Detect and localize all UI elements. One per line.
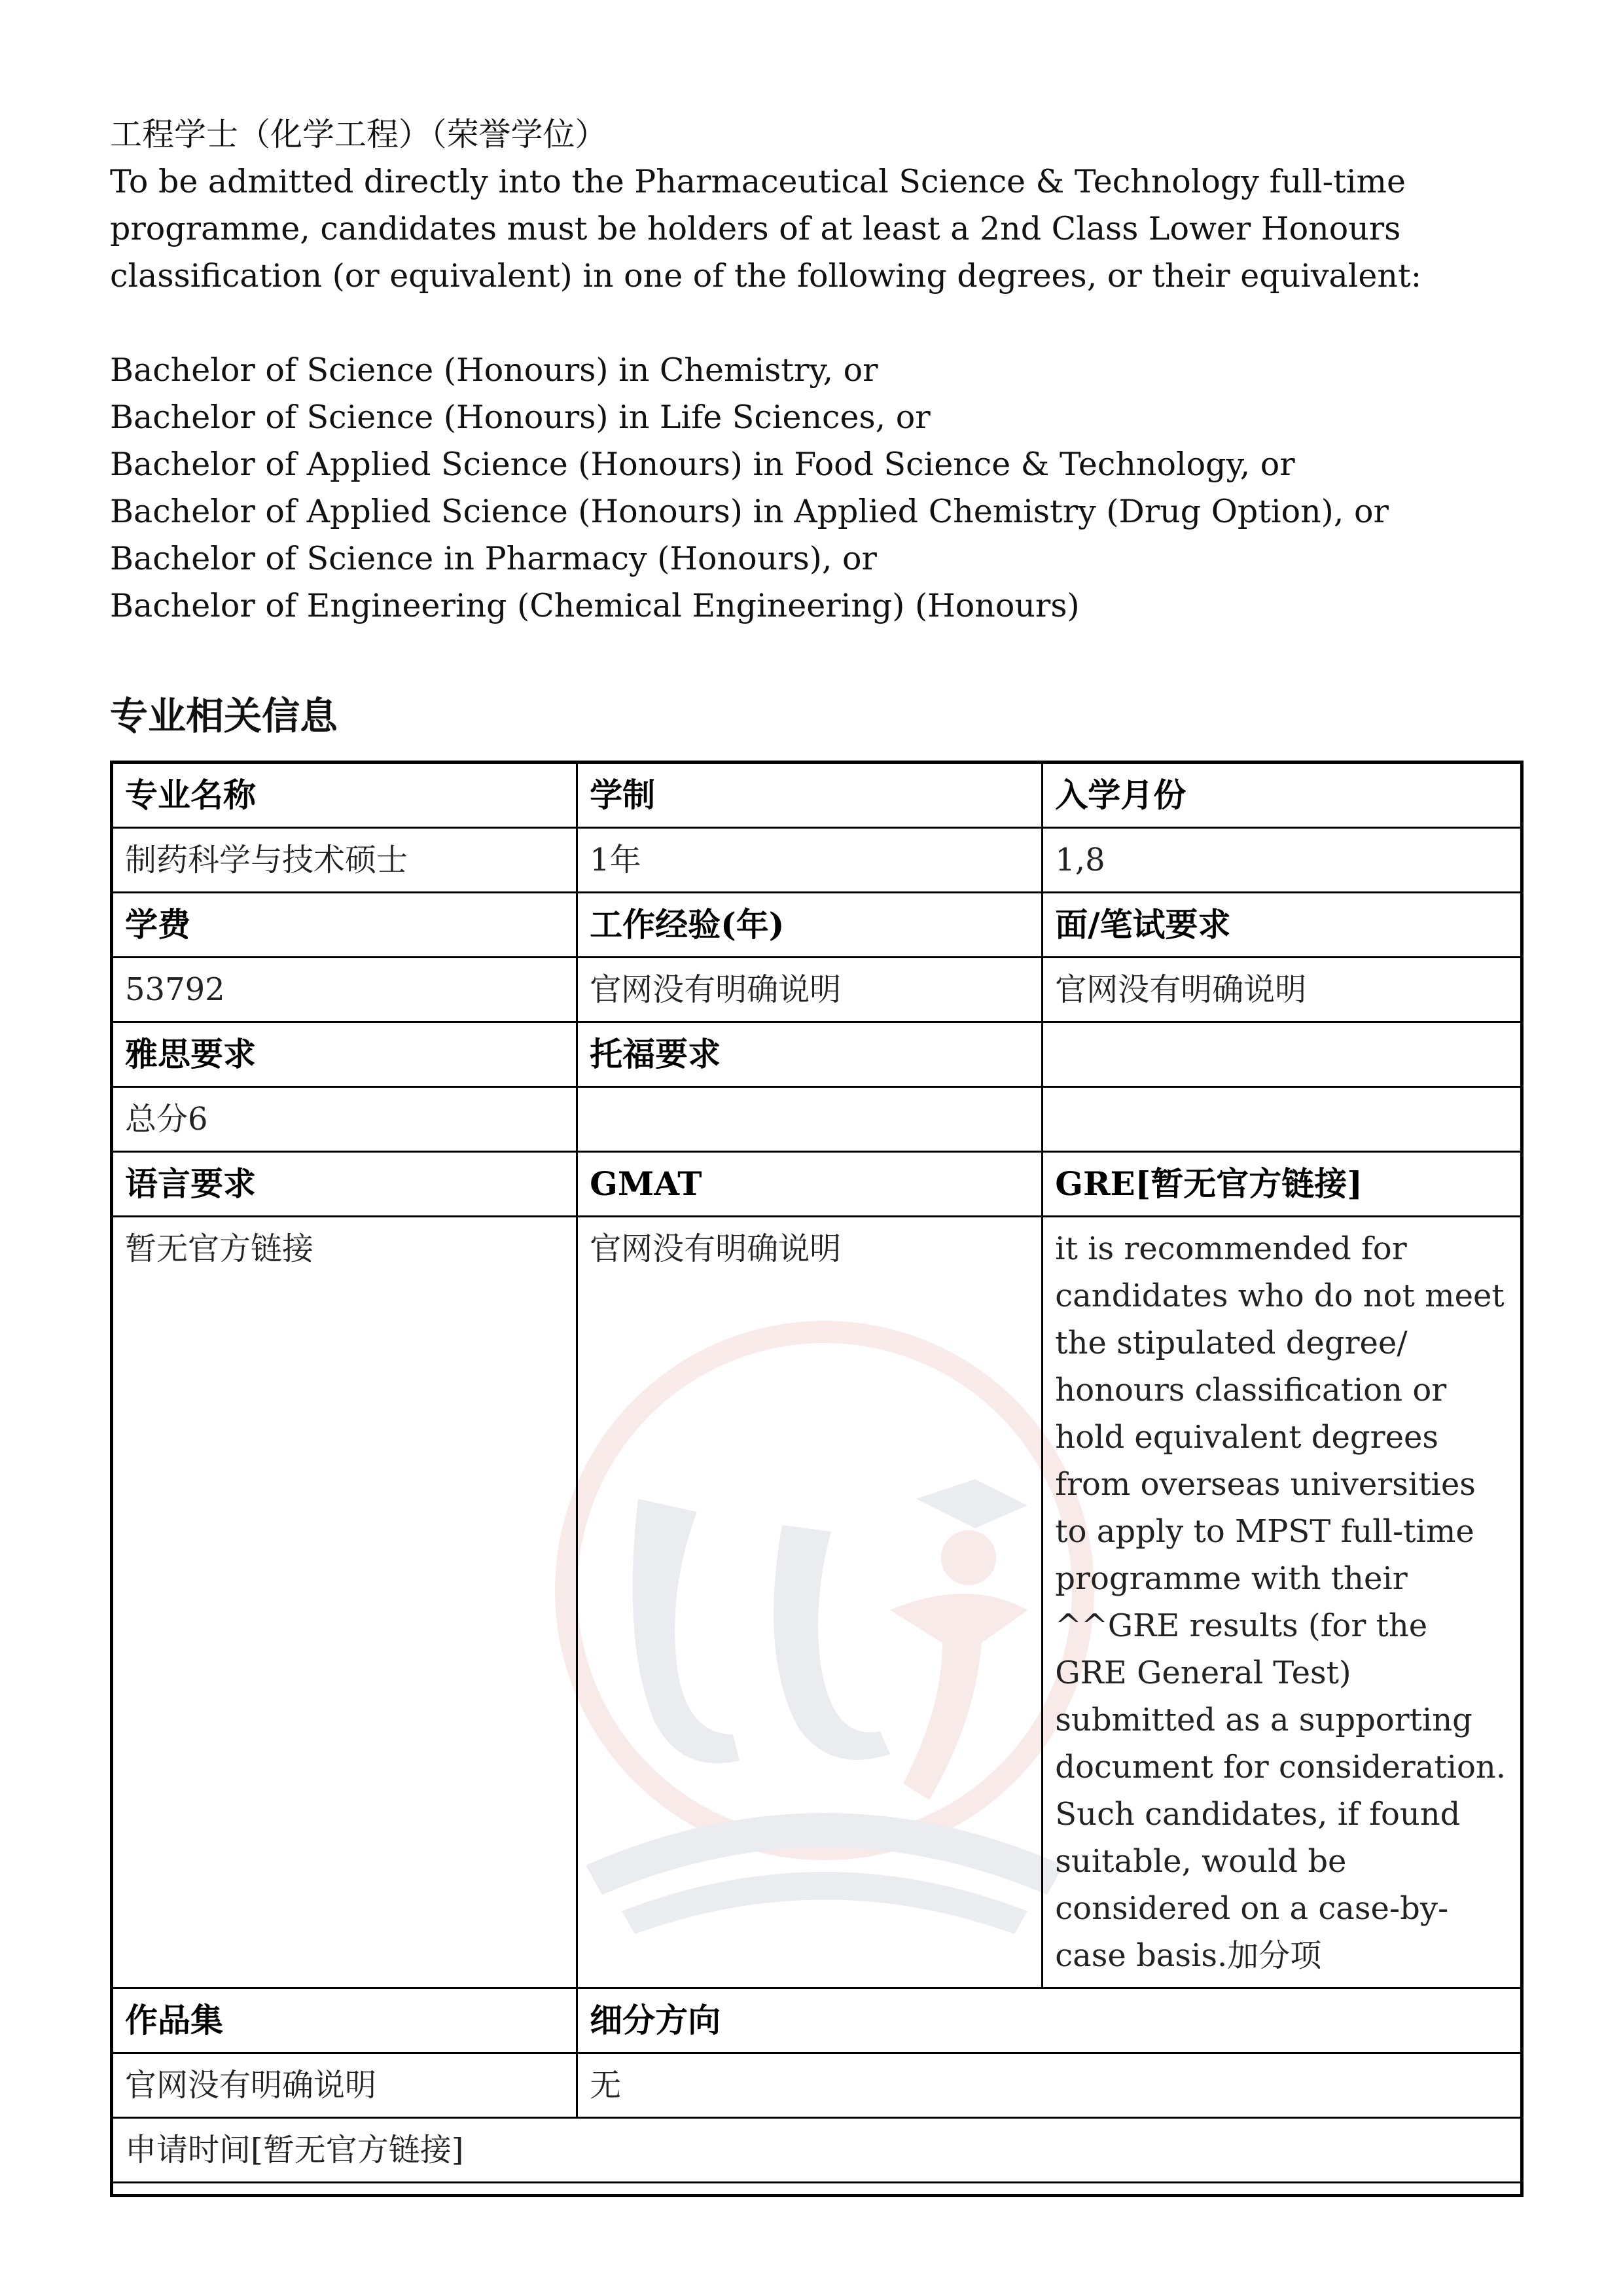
value-row xyxy=(112,1217,1522,1988)
program-duration: 1年 xyxy=(577,828,1043,893)
section-title: 专业相关信息 xyxy=(110,694,338,738)
toefl-value xyxy=(577,1087,1043,1152)
paragraph-line: classification (or equivalent) in one of the following degrees, or their equivalent: xyxy=(110,257,1422,295)
header-row xyxy=(112,762,1522,828)
empty-cell xyxy=(1043,1087,1522,1152)
header-cell: 细分方向 xyxy=(577,1988,1522,2053)
value-row xyxy=(112,958,1522,1022)
header-cell: GRE[暂无官方链接] xyxy=(1043,1152,1522,1217)
header-cell: 学制 xyxy=(577,762,1043,828)
program-name: 制药科学与技术硕士 xyxy=(112,828,577,893)
specialization-value: 无 xyxy=(577,2053,1522,2118)
document-body xyxy=(110,111,1524,2197)
paragraph-line: To be admitted directly into the Pharmaceutical Science & Technology full-time xyxy=(110,163,1406,200)
application-time-row xyxy=(112,2118,1522,2183)
work-experience-value: 官网没有明确说明 xyxy=(577,958,1043,1022)
header-cell: 入学月份 xyxy=(1043,762,1522,828)
portfolio-value: 官网没有明确说明 xyxy=(112,2053,577,2118)
header-cell: 雅思要求 xyxy=(112,1022,577,1087)
header-row xyxy=(112,1152,1522,1217)
empty-cell xyxy=(112,2183,1522,2196)
header-cell: 语言要求 xyxy=(112,1152,577,1217)
header-cell: 托福要求 xyxy=(577,1022,1043,1087)
header-cell: GMAT xyxy=(577,1152,1043,1217)
gmat-value: 官网没有明确说明 xyxy=(577,1217,1043,1988)
header-cell xyxy=(1043,1022,1522,1087)
degree-title: 工程学士（化学工程）（荣誉学位） xyxy=(110,116,607,153)
degree-item: Bachelor of Science (Honours) in Life Sciences, or xyxy=(110,399,931,436)
header-row xyxy=(112,1022,1522,1087)
degree-item: Bachelor of Science in Pharmacy (Honours), or xyxy=(110,540,877,577)
ielts-value: 总分6 xyxy=(112,1087,577,1152)
empty-row xyxy=(112,2183,1522,2196)
degree-item: Bachelor of Engineering (Chemical Engineering) (Honours) xyxy=(110,587,1080,624)
program-info-table xyxy=(110,761,1524,2197)
paragraph-line: programme, candidates must be holders of at least a 2nd Class Lower Honours xyxy=(110,210,1401,247)
tuition-value: 53792 xyxy=(112,958,577,1022)
degree-item: Bachelor of Applied Science (Honours) in Applied Chemistry (Drug Option), or xyxy=(110,493,1389,530)
gre-value: it is recommended for candidates who do not meet the stipulated degree/ honours classification or hold equivalent degrees from overseas universities to apply to MPST full-time programme with their ^^GRE results (for the GRE General Test) submitted as a supporting document for consideration. Such candidates, if found suitable, would be considered on a case-by-case basis.加分项 xyxy=(1043,1217,1522,1988)
header-cell: 作品集 xyxy=(112,1988,577,2053)
value-row xyxy=(112,828,1522,893)
header-cell: 面/笔试要求 xyxy=(1043,893,1522,958)
value-row xyxy=(112,1087,1522,1152)
header-cell: 工作经验(年) xyxy=(577,893,1043,958)
admission-requirements xyxy=(110,111,1524,630)
header-row xyxy=(112,893,1522,958)
degree-item: Bachelor of Applied Science (Honours) in Food Science & Technology, or xyxy=(110,446,1295,483)
header-row xyxy=(112,1988,1522,2053)
degree-item: Bachelor of Science (Honours) in Chemistry, or xyxy=(110,351,878,389)
interview-requirement-value: 官网没有明确说明 xyxy=(1043,958,1522,1022)
value-row xyxy=(112,2053,1522,2118)
intake-months: 1,8 xyxy=(1043,828,1522,893)
application-time: 申请时间[暂无官方链接] xyxy=(112,2118,1522,2183)
header-cell: 专业名称 xyxy=(112,762,577,828)
language-requirement-value: 暂无官方链接 xyxy=(112,1217,577,1988)
header-cell: 学费 xyxy=(112,893,577,958)
